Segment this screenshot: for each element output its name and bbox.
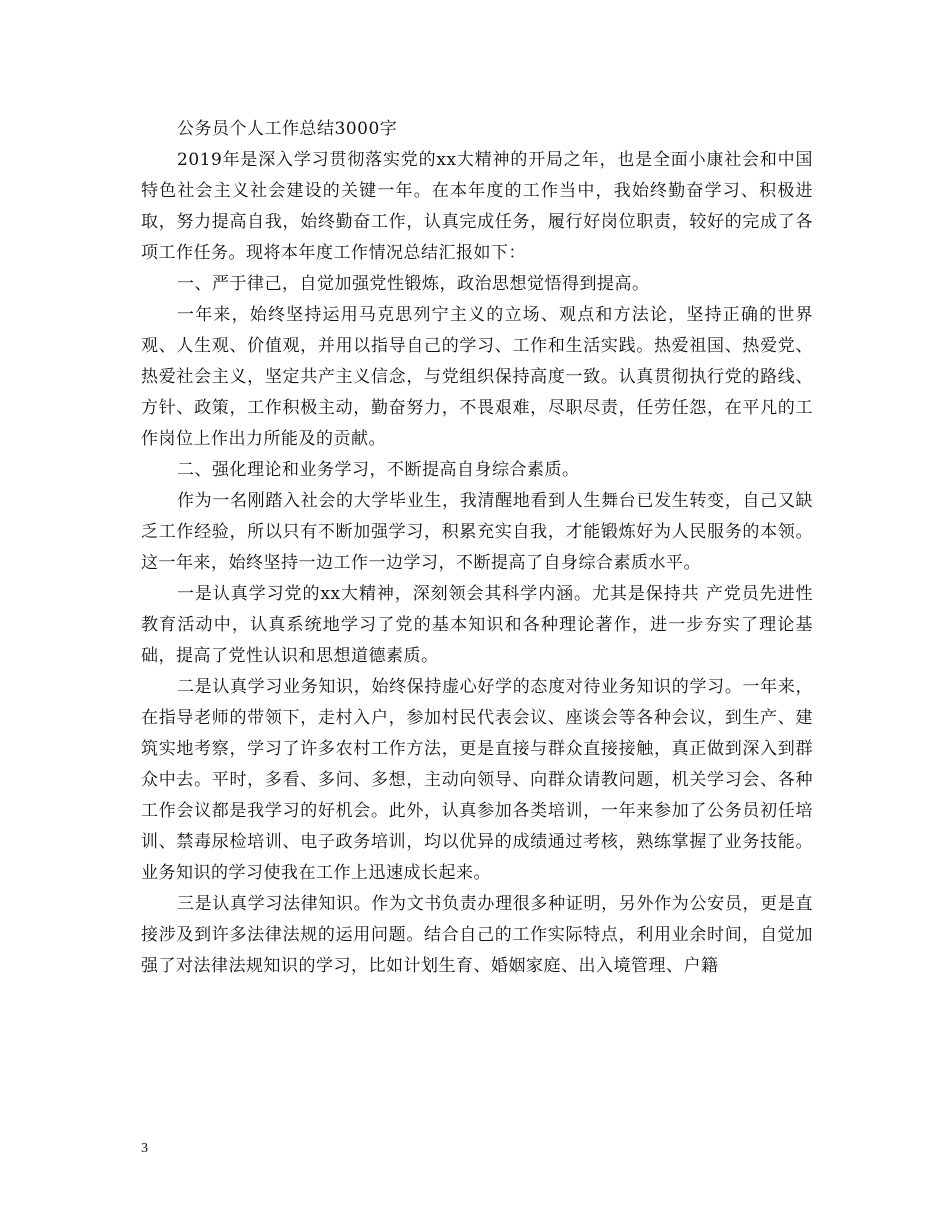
- paragraph-point-1: 一是认真学习党的xx大精神，深刻领会其科学内涵。尤其是保持共 产党员先进性教育活动中，认真系统地学习了党的基本知识和各种理论著作，进一步夯实了理论基础，提高了党性认识和思想道德素质。: [141, 584, 813, 666]
- paragraph-intro: 2019年是深入学习贯彻落实党的xx大精神的开局之年，也是全面小康社会和中国特色社会主义社会建设的关键一年。在本年度的工作当中，我始终勤奋学习、积极进取，努力提高自我，始终勤奋工作，认真完成任务，履行好岗位职责，较好的完成了各项工作任务。现将本年度工作情况总结汇报如下：: [141, 150, 813, 263]
- paragraph-point-3: 三是认真学习法律知识。作为文书负责办理很多种证明，另外作为公安员，更是直接涉及到许多法律法规的运用问题。结合自己的工作实际特点，利用业余时间，自觉加强了对法律法规知识的学习，比如计划生育、婚姻家庭、出入境管理、户籍: [141, 894, 813, 976]
- section-heading-1: 一、严于律己，自觉加强党性锻炼，政治思想觉悟得到提高。: [177, 274, 650, 294]
- document-body: [141, 114, 813, 982]
- document-title: 公务员个人工作总结3000字: [177, 119, 398, 139]
- paragraph-point-2: 二是认真学习业务知识，始终保持虚心好学的态度对待业务知识的学习。一年来，在指导老师的带领下，走村入户，参加村民代表会议、座谈会等各种会议，到生产、建筑实地考察，学习了许多农村工作方法，更是直接与群众直接接触，真正做到深入到群众中去。平时，多看、多问、多想，主动向领导、向群众请教问题，机关学习会、各种工作会议都是我学习的好机会。此外，认真参加各类培训，一年来参加了公务员初任培训、禁毒尿检培训、电子政务培训，均以优异的成绩通过考核，熟练掌握了业务技能。业务知识的学习使我在工作上迅速成长起来。: [141, 677, 813, 883]
- paragraph-section-2: 作为一名刚踏入社会的大学毕业生，我清醒地看到人生舞台已发生转变，自己又缺乏工作经验，所以只有不断加强学习，积累充实自我，才能锻炼好为人民服务的本领。这一年来，始终坚持一边工作一边学习，不断提高了自身综合素质水平。: [141, 491, 813, 573]
- paragraph-section-1: 一年来，始终坚持运用马克思列宁主义的立场、观点和方法论，坚持正确的世界观、人生观、价值观，并用以指导自己的学习、工作和生活实践。热爱祖国、热爱党、热爱社会主义，坚定共产主义信念，与党组织保持高度一致。认真贯彻执行党的路线、方针、政策，工作积极主动，勤奋努力，不畏艰难，尽职尽责，任劳任怨，在平凡的工作岗位上作出力所能及的贡献。: [141, 305, 813, 449]
- page-number: 3: [141, 1141, 148, 1156]
- section-heading-2: 二、强化理论和业务学习，不断提高自身综合素质。: [177, 460, 580, 480]
